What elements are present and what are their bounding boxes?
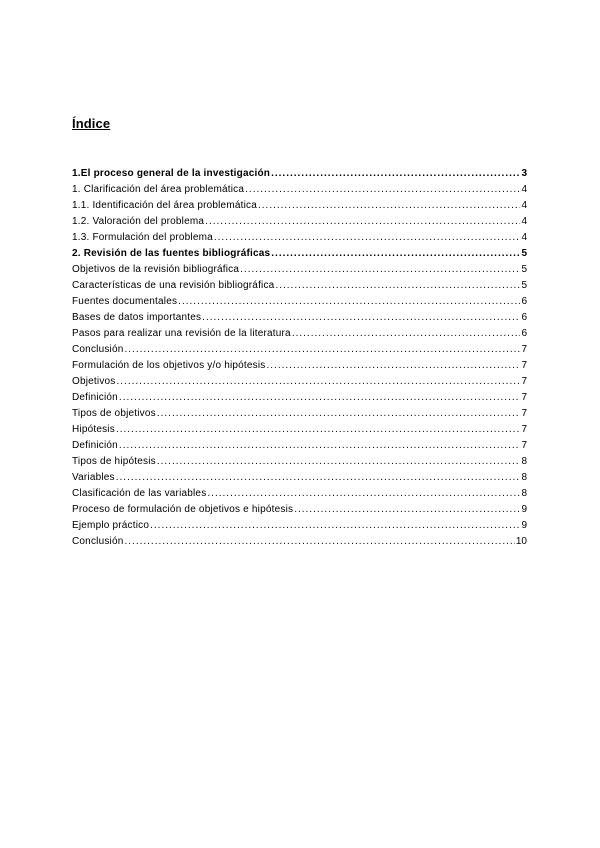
dot-leader (157, 454, 521, 470)
toc-entry[interactable] (72, 422, 527, 438)
toc-entry-page-number: 8 (521, 488, 527, 499)
toc-entry[interactable] (72, 518, 527, 534)
toc-entry-page-number: 4 (521, 184, 527, 195)
dot-leader (150, 518, 520, 534)
toc-entry-page-number: 7 (521, 376, 527, 387)
toc-entry-label: Formulación de los objetivos y/o hipótesis (72, 360, 266, 371)
toc-entry-label: Bases de datos importantes (72, 312, 202, 323)
toc-entry-page-number: 10 (515, 536, 527, 547)
toc-entry[interactable] (72, 486, 527, 502)
toc-entry-label: 1. Clarificación del área problemática (72, 184, 245, 195)
toc-entry-label: 1.1. Identificación del área problemática (72, 200, 257, 211)
dot-leader (119, 390, 521, 406)
toc-entry[interactable] (72, 438, 527, 454)
toc-entry-page-number: 7 (521, 424, 527, 435)
dot-leader (271, 166, 520, 182)
dot-leader (124, 534, 514, 550)
toc-entry-label: 2. Revisión de las fuentes bibliográficas (72, 248, 271, 259)
toc-entry-page-number: 8 (521, 472, 527, 483)
dot-leader (240, 262, 520, 278)
toc-entry-label: Proceso de formulación de objetivos e hipótesis (72, 504, 294, 515)
dot-leader (271, 246, 520, 262)
toc-entry[interactable] (72, 342, 527, 358)
toc-entry-label: Ejemplo práctico (72, 520, 150, 531)
toc-entry-label: Hipótesis (72, 424, 115, 435)
toc-entry-label: Conclusión (72, 536, 124, 547)
dot-leader (116, 422, 521, 438)
dot-leader (202, 310, 520, 326)
toc-title: Índice (72, 116, 111, 131)
toc-entry-page-number: 4 (521, 200, 527, 211)
toc-entry-label: 1.El proceso general de la investigación (72, 168, 271, 179)
toc-entry-label: Definición (72, 440, 118, 451)
dot-leader (116, 470, 521, 486)
toc-entry-label: 1.3. Formulación del problema (72, 232, 213, 243)
dot-leader (214, 230, 521, 246)
dot-leader (124, 342, 520, 358)
toc-entry-label: Características de una revisión bibliográfica (72, 280, 275, 291)
toc-entry-page-number: 5 (521, 280, 527, 291)
toc-entry-page-number: 7 (521, 360, 527, 371)
toc-entry-label: Variables (72, 472, 115, 483)
toc-entry-page-number: 3 (521, 168, 527, 179)
dot-leader (207, 486, 520, 502)
toc-entry[interactable] (72, 166, 527, 182)
toc-entry[interactable] (72, 246, 527, 262)
toc-entry[interactable] (72, 182, 527, 198)
dot-leader (117, 374, 521, 390)
toc-entry-page-number: 6 (521, 296, 527, 307)
table-of-contents (72, 166, 527, 550)
toc-entry-label: Definición (72, 392, 118, 403)
toc-entry[interactable] (72, 230, 527, 246)
toc-entry[interactable] (72, 502, 527, 518)
dot-leader (267, 358, 521, 374)
toc-entry-page-number: 6 (521, 312, 527, 323)
toc-entry-page-number: 9 (521, 520, 527, 531)
dot-leader (119, 438, 521, 454)
toc-entry[interactable] (72, 374, 527, 390)
toc-entry-page-number: 7 (521, 392, 527, 403)
toc-entry-page-number: 4 (521, 216, 527, 227)
toc-entry[interactable] (72, 310, 527, 326)
toc-entry-page-number: 7 (521, 440, 527, 451)
toc-entry-label: Conclusión (72, 344, 124, 355)
toc-entry[interactable] (72, 294, 527, 310)
dot-leader (275, 278, 520, 294)
toc-entry-page-number: 4 (521, 232, 527, 243)
toc-entry-page-number: 5 (521, 264, 527, 275)
toc-entry[interactable] (72, 278, 527, 294)
toc-entry-page-number: 6 (521, 328, 527, 339)
toc-entry-page-number: 5 (521, 248, 527, 259)
toc-entry-label: Tipos de objetivos (72, 408, 156, 419)
toc-entry-label: Fuentes documentales (72, 296, 178, 307)
dot-leader (157, 406, 521, 422)
toc-entry-page-number: 8 (521, 456, 527, 467)
toc-entry[interactable] (72, 534, 527, 550)
toc-entry[interactable] (72, 214, 527, 230)
toc-entry[interactable] (72, 470, 527, 486)
toc-entry-label: Clasificación de las variables (72, 488, 207, 499)
toc-entry[interactable] (72, 406, 527, 422)
dot-leader (294, 502, 520, 518)
dot-leader (205, 214, 520, 230)
toc-entry[interactable] (72, 358, 527, 374)
toc-entry-label: Tipos de hipótesis (72, 456, 156, 467)
dot-leader (292, 326, 521, 342)
toc-entry-page-number: 9 (521, 504, 527, 515)
toc-entry-page-number: 7 (521, 344, 527, 355)
toc-entry[interactable] (72, 262, 527, 278)
toc-entry-label: Objetivos de la revisión bibliográfica (72, 264, 240, 275)
toc-entry-page-number: 7 (521, 408, 527, 419)
dot-leader (245, 182, 520, 198)
toc-entry-label: Objetivos (72, 376, 116, 387)
dot-leader (178, 294, 520, 310)
dot-leader (258, 198, 520, 214)
toc-entry[interactable] (72, 454, 527, 470)
toc-entry[interactable] (72, 326, 527, 342)
toc-entry[interactable] (72, 198, 527, 214)
toc-entry-label: 1.2. Valoración del problema (72, 216, 205, 227)
toc-entry[interactable] (72, 390, 527, 406)
toc-entry-label: Pasos para realizar una revisión de la literatura (72, 328, 291, 339)
